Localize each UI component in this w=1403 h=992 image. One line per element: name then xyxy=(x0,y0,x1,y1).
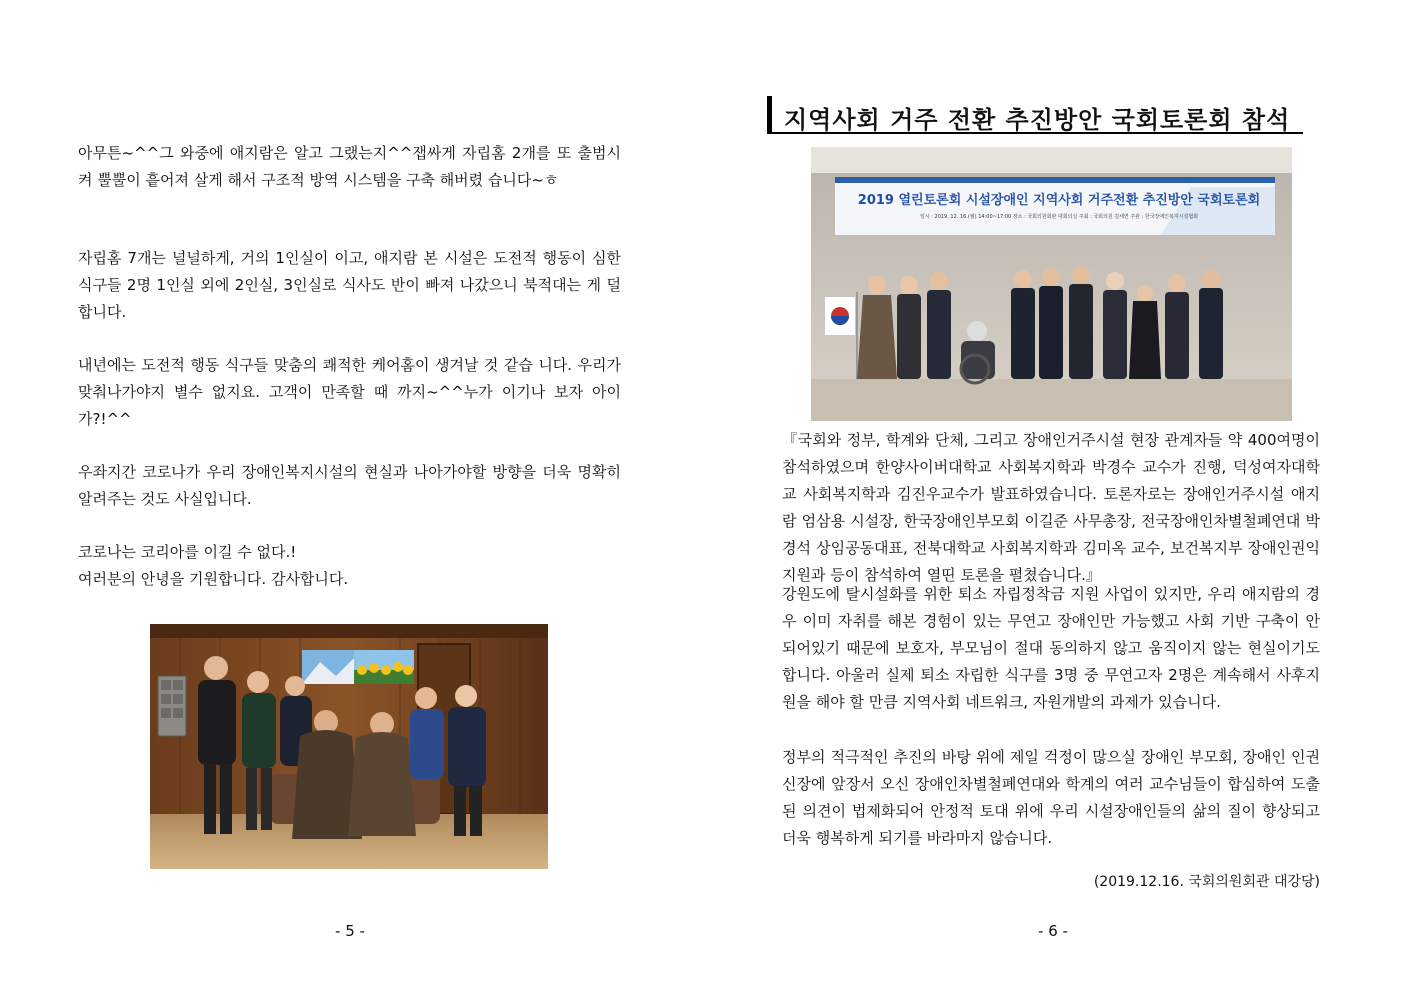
page-number: - 6 - xyxy=(1038,922,1068,940)
paragraph-gangwon: 강원도에 탈시설화를 위한 퇴소 자립정착금 지원 사업이 있지만, 우리 애지람의 경우 이미 자취를 해본 경험이 있는 무연고 장애인만 가능했고 사회 기반 구축이 안 되어있기 때문에 보호자, 부모님이 절대 동의하지 않고 움직이지 않는 현실이기도 합니다. 아울러 실제 퇴소 자립한 식구를 3명 중 무연고자 2명은 계속해서 사후지원을 해야 할 만큼 지역사회 네트워크, 자원개발의 과제가 있습니다. xyxy=(782,585,1320,711)
right-page xyxy=(701,0,1403,992)
paragraph-1: 아무튼~^^그 와중에 애지람은 알고 그랬는지^^잽싸게 자립홈 2개를 또 출범시켜 뿔뿔이 흩어져 살게 해서 구조적 방역 시스템을 구축 해버렸 습니다~ㅎ xyxy=(78,144,621,189)
left-page xyxy=(0,0,701,992)
paragraph-4: 우좌지간 코로나가 우리 장애인복지시설의 현실과 나아가야할 방향을 더욱 명확히 알려주는 것도 사실입니다. xyxy=(78,463,621,508)
conference-photo xyxy=(811,147,1292,421)
group-photo-home xyxy=(150,624,548,869)
article-title-bar xyxy=(767,96,1303,134)
paragraph-government: 정부의 적극적인 추진의 바탕 위에 제일 걱정이 많으실 장애인 부모회, 장애인 인권신장에 앞장서 오신 장애인차별철폐연대와 학계의 여러 교수님들이 합심하여 도출된 의견이 법제화되어 안정적 토대 위에 우리 시설장애인들의 삶의 질이 향상되고 더욱 행복하게 되기를 바라마지 않습니다. xyxy=(782,748,1320,847)
paragraph-2: 자립홈 7개는 널널하게, 거의 1인실이 이고, 애지람 본 시설은 도전적 행동이 심한 식구들 2명 1인실 외에 2인실, 3인실로 식사도 반이 빠져 나갔으니 북적대는 게 덜 합니다. xyxy=(78,249,621,321)
paragraph-3: 내년에는 도전적 행동 식구들 맞춤의 쾌적한 케어홈이 생겨날 것 같습 니다. 우리가 맞춰나가야지 별수 없지요. 고객이 만족할 때 까지~^^누가 이기나 보자 아이가?!^^ xyxy=(78,356,621,428)
article-title: 지역사회 거주 전환 추진방안 국회토론회 참석 xyxy=(784,106,1291,134)
page-number: - 5 - xyxy=(335,922,365,940)
paragraph-quote: 『국회와 정부, 학계와 단체, 그리고 장애인거주시설 현장 관계자들 약 400여명이 참석하였으며 한양사이버대학교 사회복지학과 박경수 교수가 진행, 덕성여자대학교 사회복지학과 김진우교수가 발표하였습니다. 토론자로는 장애인거주시설 애지람 엄삼용 시설장, 한국장애인부모회 이길준 사무총장, 전국장애인차별철폐연대 박경석 상임공동대표, 전북대학교 사회복지학과 김미옥 교수, 보건복지부 장애인권익지원과 등이 참석하여 열띤 토론을 펼쳤습니다.』 xyxy=(782,431,1320,584)
photo-caption: (2019.12.16. 국회의원회관 대강당) xyxy=(1093,874,1320,890)
banner-subtitle: 일시 : 2019. 12. 16.(월) 14:00~17:00 장소 : 국회의원회관 대회의실 주최 : 국회의원 김세연 주관 : 한국장애인복지시설협회 xyxy=(919,214,1198,220)
banner-title: 2019 열린토론회 시설장애인 지역사회 거주전환 추진방안 국회토론회 xyxy=(857,193,1261,208)
paragraph-5: 코로나는 코리아를 이길 수 없다.! 여러분의 안녕을 기원합니다. 감사합니다. xyxy=(78,543,349,588)
